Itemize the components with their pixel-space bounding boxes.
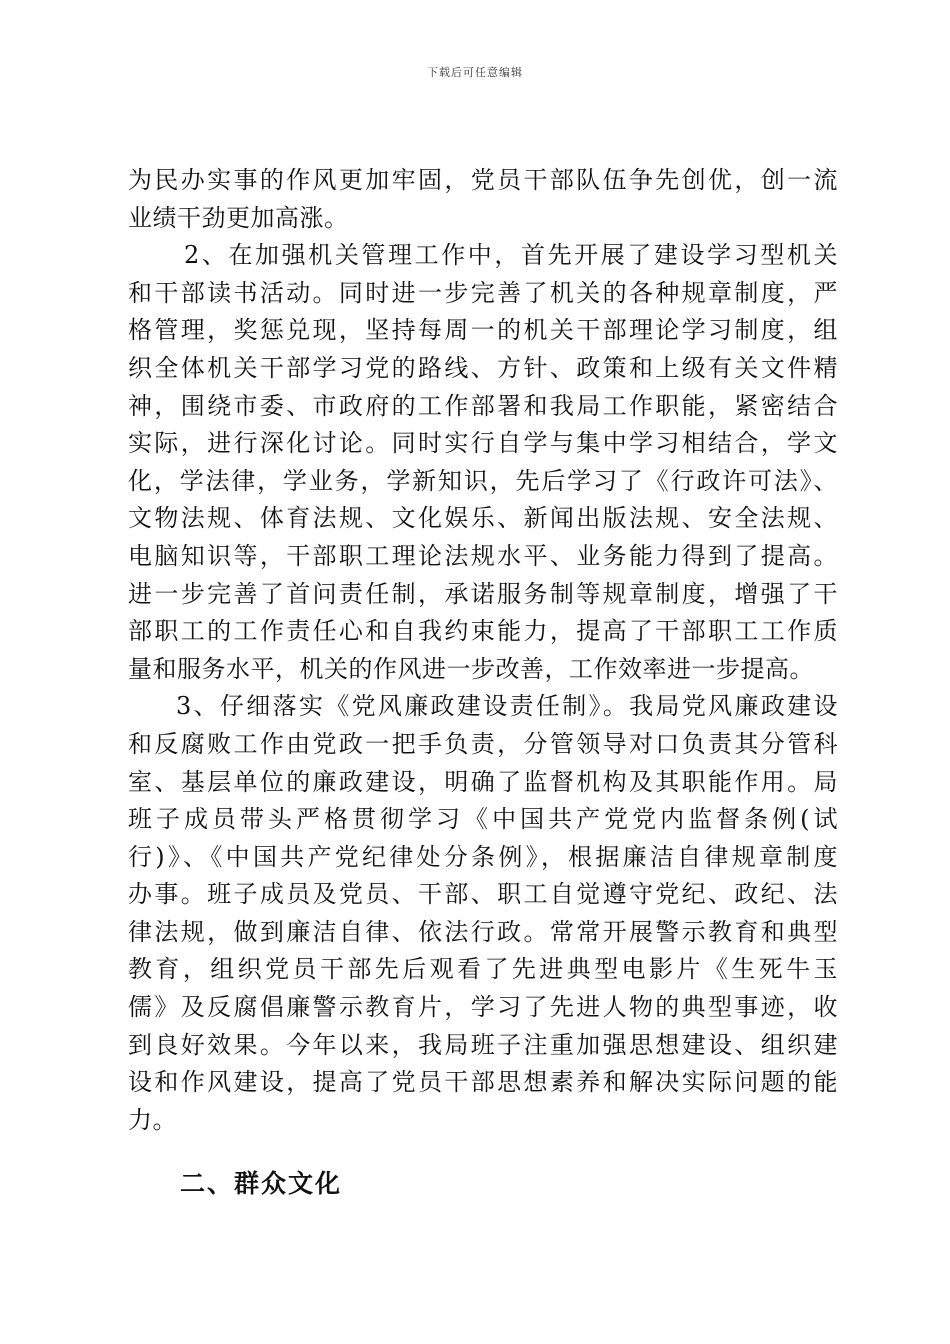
header-note: 下载后可任意编辑	[427, 66, 523, 79]
text-line: 力。	[128, 1105, 177, 1134]
text-line: 律法规，做到廉洁自律、依法行政。常常开展警示教育和典型	[128, 917, 838, 946]
text-line: 文物法规、体育法规、文化娱乐、新闻出版法规、安全法规、	[128, 504, 838, 533]
text-line: 进一步完善了首问责任制，承诺服务制等规章制度，增强了干	[128, 579, 838, 608]
text-line: 设和作风建设，提高了党员干部思想素养和解决实际问题的能	[128, 1068, 838, 1097]
text-line: 和干部读书活动。同时进一步完善了机关的各种规章制度，严	[128, 278, 838, 307]
text-line: 为民办实事的作风更加牢固，党员干部队伍争先创优，创一流	[128, 166, 838, 194]
paragraph-start-line: 2、在加强机关管理工作中，首先开展了建设学习型机关	[184, 241, 838, 270]
text-line: 办事。班子成员及党员、干部、职工自觉遵守党纪、政纪、法	[128, 880, 838, 909]
text-line: 实际，进行深化讨论。同时实行自学与集中学习相结合，学文	[128, 429, 838, 458]
section-heading: 二、群众文化	[180, 1169, 343, 1198]
text-line: 室、基层单位的廉政建设，明确了监督机构及其职能作用。局	[128, 767, 838, 796]
body-text	[128, 162, 838, 1139]
text-line: 神，围绕市委、市政府的工作部署和我局工作职能，紧密结合	[128, 391, 838, 420]
text-line: 量和服务水平，机关的作风进一步改善，工作效率进一步提高。	[128, 654, 814, 683]
text-line: 部职工的工作责任心和自我约束能力，提高了干部职工工作质	[128, 617, 838, 646]
text-line: 织全体机关干部学习党的路线、方针、政策和上级有关文件精	[128, 353, 838, 382]
text-line: 电脑知识等，干部职工理论法规水平、业务能力得到了提高。	[128, 541, 838, 570]
text-line: 业绩干劲更加高涨。	[128, 203, 349, 232]
text-line: 化，学法律，学业务，学新知识，先后学习了《行政许可法》、	[128, 466, 838, 495]
paragraph-start-line: 3、仔细落实《党风廉政建设责任制》。我局党风廉政建设	[176, 692, 838, 721]
text-line: 班子成员带头严格贯彻学习《中国共产党党内监督条例(试	[128, 805, 838, 834]
text-line: 教育，组织党员干部先后观看了先进典型电影片《生死牛玉	[128, 955, 838, 984]
text-line: 儒》及反腐倡廉警示教育片，学习了先进人物的典型事迹，收	[128, 993, 838, 1022]
text-line: 和反腐败工作由党政一把手负责，分管领导对口负责其分管科	[128, 729, 838, 758]
text-line: 行)》、《中国共产党纪律处分条例》，根据廉洁自律规章制度	[128, 842, 838, 871]
text-line: 格管理，奖惩兑现，坚持每周一的机关干部理论学习制度，组	[128, 316, 838, 345]
text-line: 到良好效果。今年以来，我局班子注重加强思想建设、组织建	[128, 1030, 838, 1059]
